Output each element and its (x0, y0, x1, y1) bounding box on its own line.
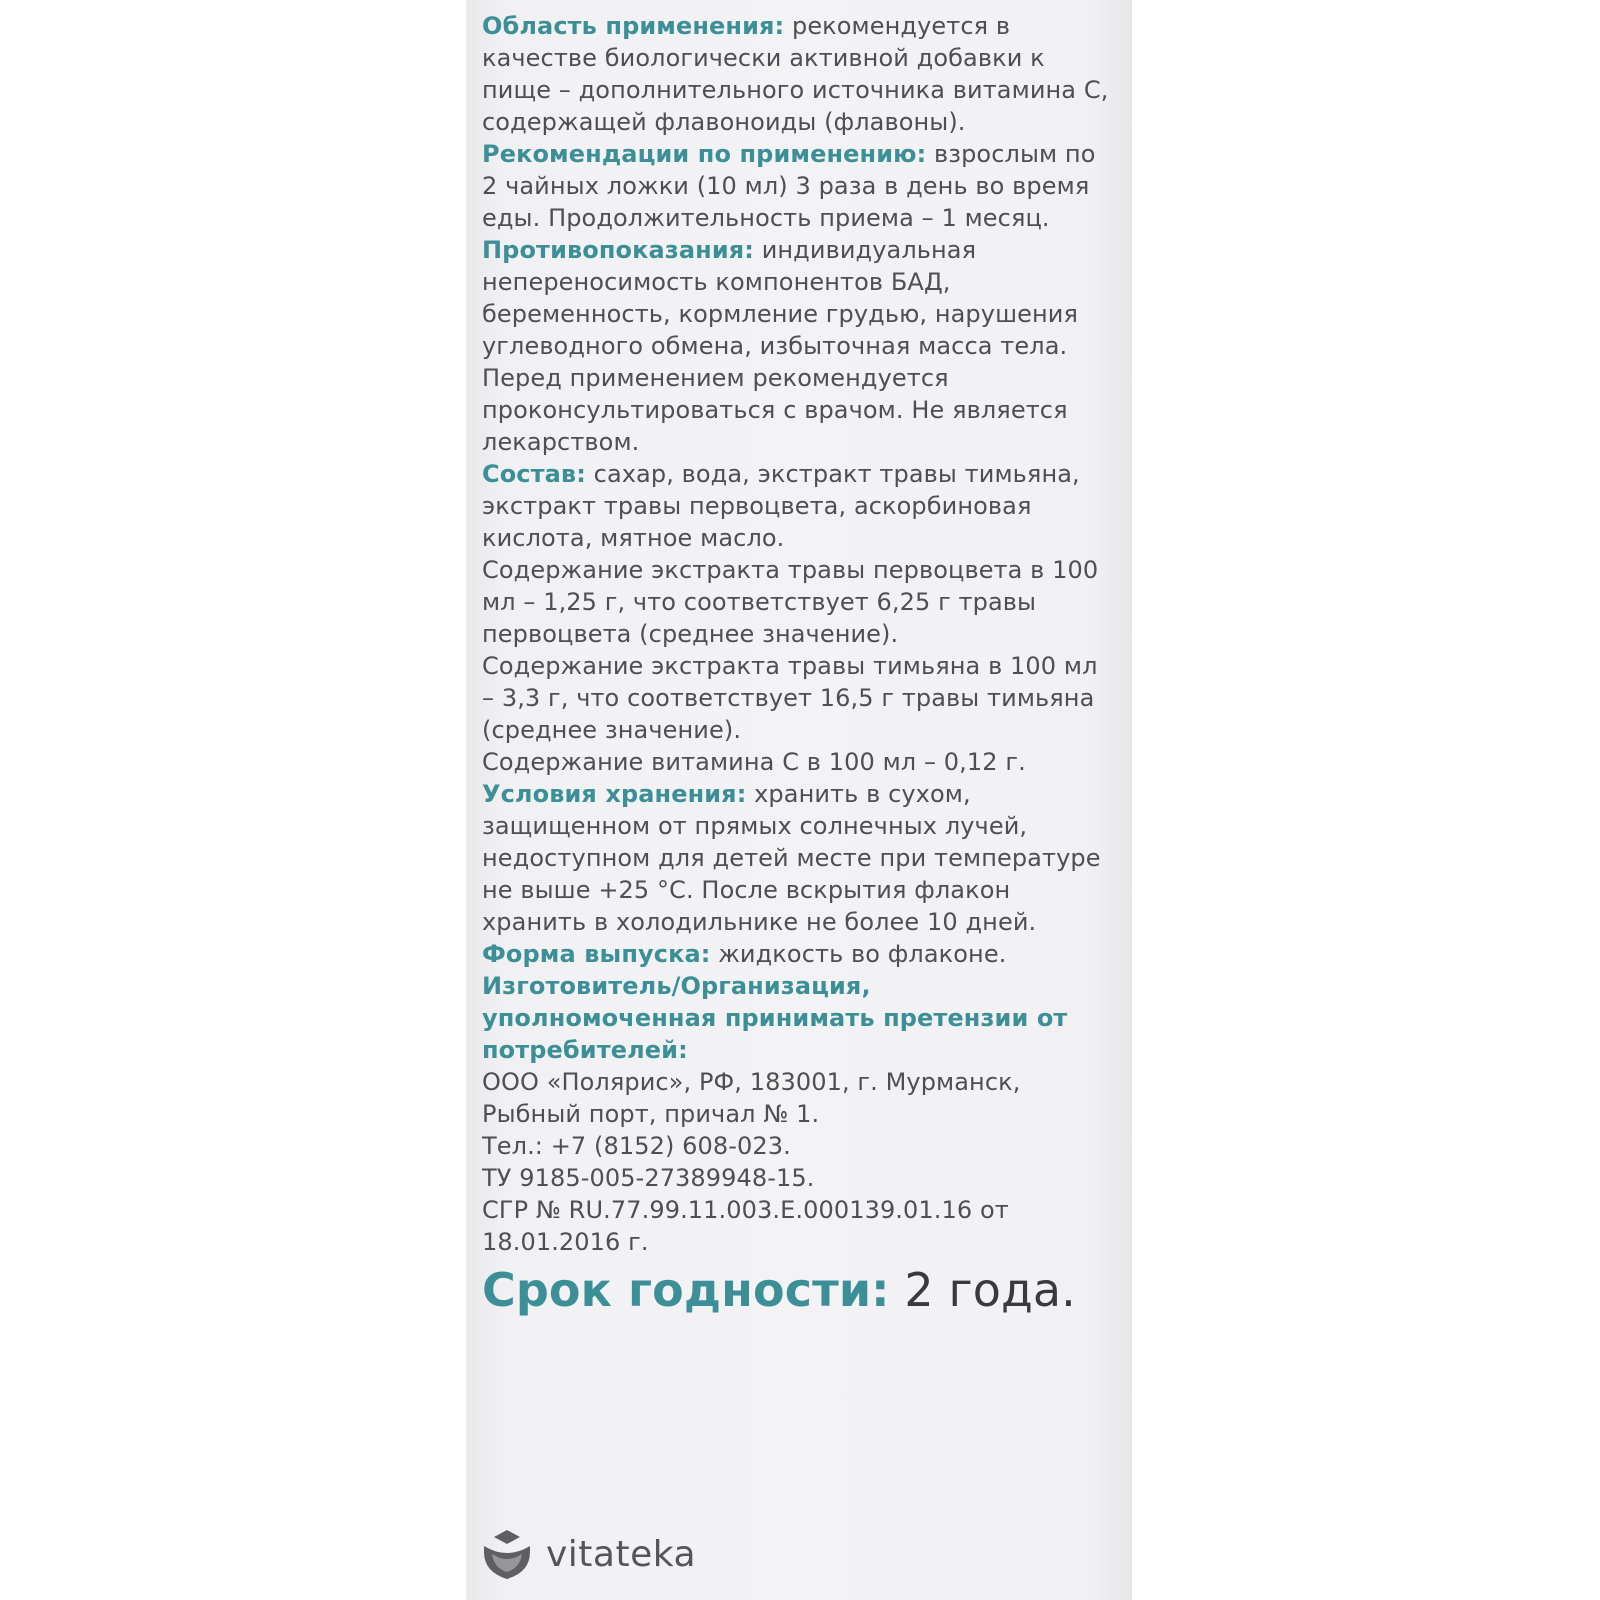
usage-area-section (482, 10, 1112, 138)
tu-number: ТУ 9185-005-27389948-15. (482, 1164, 815, 1192)
label-text (482, 10, 1112, 1318)
thyme-content: Содержание экстракта травы тимьяна в 100 мл – 3,3 г, что соответствует 16,5 г травы тимьяна (среднее значение). (482, 652, 1098, 744)
contraindications-section (482, 234, 1112, 458)
manufacturer-address: ООО «Полярис», РФ, 183001, г. Мурманск, Рыбный порт, причал № 1. (482, 1068, 1021, 1128)
contraindications-text: индивидуальная непереносимость компонентов БАД, беременность, кормление грудью, нарушения углеводного обмена, избыточная масса тела. Перед применением рекомендуется проконсультироваться с врачом. Не является лекарством. (482, 236, 1079, 456)
recommendations-text: взрослым по 2 чайных ложки (10 мл) 3 раза в день во время еды. Продолжительность приема – 1 месяц. (482, 140, 1096, 232)
recommendations-section (482, 138, 1112, 234)
vitamin-c-content: Содержание витамина С в 100 мл – 0,12 г. (482, 748, 1026, 776)
expiry-heading: Срок годности: (482, 1263, 890, 1317)
manufacturer-heading: Изготовитель/Организация, уполномоченная принимать претензии от потребителей: (482, 972, 1068, 1064)
primrose-content: Содержание экстракта травы первоцвета в 100 мл – 1,25 г, что соответствует 6,25 г травы первоцвета (среднее значение). (482, 556, 1099, 648)
release-form-heading: Форма выпуска: (482, 940, 711, 968)
composition-section (482, 458, 1112, 554)
manufacturer-phone: Тел.: +7 (8152) 608-023. (482, 1132, 791, 1160)
sgr-number: СГР № RU.77.99.11.003.Е.000139.01.16 от 18.01.2016 г. (482, 1196, 1009, 1256)
expiry-text: 2 года. (889, 1263, 1076, 1317)
recommendations-heading: Рекомендации по применению: (482, 140, 927, 168)
brand-logo (478, 1526, 696, 1582)
brand-name: vitateka (546, 1533, 697, 1575)
release-form-section (482, 938, 1112, 970)
release-form-text: жидкость во флаконе. (710, 940, 1007, 968)
composition-text: сахар, вода, экстракт травы тимьяна, экстракт травы первоцвета, аскорбиновая кислота, мятное масло. (482, 460, 1080, 552)
storage-section (482, 778, 1112, 938)
composition-heading: Состав: (482, 460, 586, 488)
contraindications-heading: Противопоказания: (482, 236, 754, 264)
expiry-section (482, 1262, 1112, 1318)
usage-area-text: рекомендуется в качестве биологически активной добавки к пище – дополнительного источника витамина С, содержащей флавоноиды (флавоны). (482, 12, 1109, 136)
storage-heading: Условия хранения: (482, 780, 747, 808)
vitateka-logo-icon (478, 1526, 536, 1582)
storage-text: хранить в сухом, защищенном от прямых солнечных лучей, недоступном для детей месте при температуре не выше +25 °С. После вскрытия флакон хранить в холодильнике не более 10 дней. (482, 780, 1101, 936)
usage-area-heading: Область применения: (482, 12, 785, 40)
